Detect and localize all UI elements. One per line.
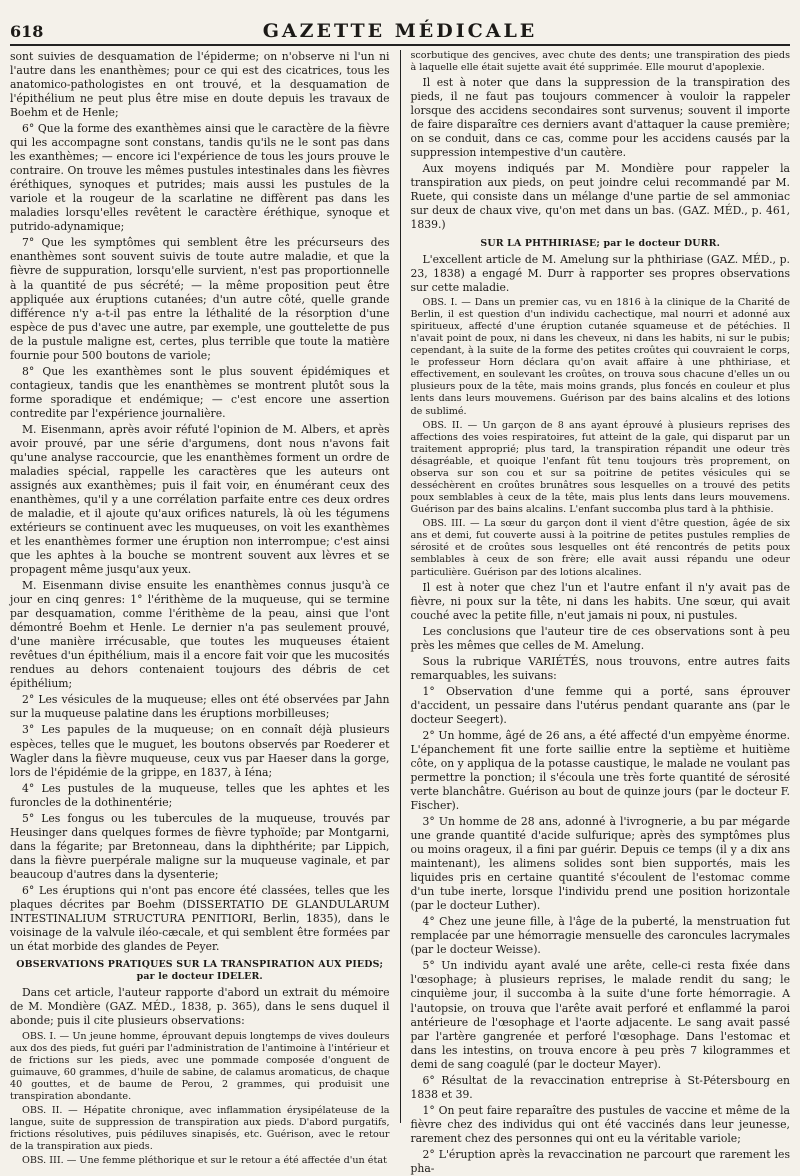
text-columns — [10, 50, 790, 1175]
section-title: OBSERVATIONS PRATIQUES SUR LA TRANSPIRATION AUX PIEDS; par le docteur IDELER. — [16, 958, 384, 983]
paragraph: M. Eisenmann, après avoir réfuté l'opinion de M. Albers, et après avoir prouvé, par une série d'argumens, dont nous n'avons fait qu'une analyse raccourcie, que les enanthèmes forment un ordre de maladies spécial, rappelle les caractères que les auteurs ont assignés aux exanthèmes; puis il fait voir, en énumérant ceux des enanthèmes, qu'il y a une corrélation parfaite entre ces deux ordres de maladie, et il ajoute qu'aux orifices naturels, là où les tégumens extérieurs se continuent avec les muqueuses, on voit les exanthèmes et les enanthèmes former une éruption non interrompue; c'est ainsi que les aphtes à la bouche se montrent souvent aux lèvres et se propagent même jusqu'aux yeux. — [10, 422, 390, 577]
paragraph: Dans cet article, l'auteur rapporte d'abord un extrait du mémoire de M. Mondière (GAZ. MÉD., 1838, p. 365), dans le sens duquel il abonde; puis il cite plusieurs observations: — [10, 986, 390, 1028]
paragraph: 1° On peut faire reparaître des pustules de vaccine et même de la fièvre chez des individus qui ont été vaccinés dans leur jeunesse, rarement chez des personnes qui ont eu la véritable variole; — [410, 1103, 790, 1145]
left-column — [10, 50, 390, 1167]
paragraph: 5° Les fongus ou les tubercules de la muqueuse, trouvés par Heusinger dans quelques formes de fièvre typhoïde; par Montgarni, dans la fégarite; par Bretonneau, dans la diphthérite; par Lippich, dans la fièvre puerpérale maligne sur la muqueuse vaginale, et par beaucoup d'autres dans la dysenterie; — [10, 811, 390, 881]
paragraph: Sous la rubrique VARIÉTÉS, nous trouvons, entre autres faits remarquables, les suivans: — [410, 654, 790, 682]
observation: OBS. III. — Une femme pléthorique et sur le retour a été affectée d'un état — [22, 1155, 387, 1167]
paragraph: Les conclusions que l'auteur tire de ces observations sont à peu près les mêmes que celles de M. Amelung. — [410, 624, 790, 652]
paragraph: Aux moyens indiqués par M. Mondière pour rappeler la transpiration aux pieds, on peut joindre celui recommandé par M. Ruete, qui consiste dans un mélange d'une partie de sel ammoniac sur deux de chaux vive, qu'on met dans un bas. (GAZ. MÉD., p. 461, 1839.) — [410, 162, 790, 232]
paragraph: 4° Les pustules de la muqueuse, telles que les aphtes et les furoncles de la dothinentérie; — [10, 781, 390, 809]
paragraph: 8° Que les exanthèmes sont le plus souvent épidémiques et contagieux, tandis que les enanthèmes se montrent plutôt sous la forme sporadique et endémique; — c'est encore une assertion contredite par l'expérience journalière. — [10, 364, 390, 420]
paragraph: Il est à noter que dans la suppression de la transpiration des pieds, il ne faut pas toujours commencer à vouloir la rappeler lorsque des accidens secondaires sont survenus; souvent il importe de faire disparaître ces derniers avant d'attaquer la cause première; on se conduit, dans ce cas, comme pour les accidens causés par la suppression intempestive d'un cautère. — [410, 76, 790, 160]
page-number: 618 — [10, 21, 44, 41]
journal-title: GAZETTE MÉDICALE — [262, 20, 538, 42]
paragraph: 6° Que la forme des exanthèmes ainsi que le caractère de la fièvre qui les accompagne sont constans, tandis qu'ils ne le sont pas dans les exanthèmes; — encore ici l'expérience de tous les jours prouve le contraire. On trouve les mêmes pustules intestinales dans les fièvres éréthiques, synoques et putrides; mais aussi les pustules de la variole et la rougeur de la scarlatine ne diffèrent pas dans les maladies lorsqu'elles revêtent le caractère éréthique, synoque et putrido-adynamique; — [10, 122, 390, 234]
section-title: SUR LA PHTHIRIASE; par le docteur DURR. — [480, 237, 721, 249]
paragraph: 2° L'éruption après la revaccination ne parcourt que rarement les pha- — [410, 1147, 790, 1175]
paragraph: 5° Un individu ayant avalé une arête, celle-ci resta fixée dans l'œsophage; à plusieurs reprises, le malade rendit du sang; le cinquième jour, il succomba à la suite d'une forte hémorragie. A l'autopsie, on trouva que l'arête avait perforé et enflammé la paroi antérieure de l'œsophage et l'aorte adjacente. Le sang avait passé par l'artère gangrenée et perforé l'œsophage. Dans l'estomac et dans les intestins, on trouva encore à peu près 7 kilogrammes et demi de sang coagulé (par le docteur Mayer). — [410, 959, 790, 1071]
right-column — [410, 50, 791, 1175]
paragraph: M. Eisenmann divise ensuite les enanthèmes connus jusqu'à ce jour en cinq genres: 1° l'érithème de la muqueuse, qui se termine par desquamation, comme l'érithème de la peau, ainsi que l'ont démontré Boehm et Henle. Le dernier n'a pas seulement prouvé, d'une manière irrécusable, que toutes les muqueuses étaient revêtues d'un épithélium, mais il a encore fait voir que les mucosités rendues au dehors contenaient toujours des débris de cet épithélium; — [10, 579, 390, 691]
observation: OBS. III. — La sœur du garçon dont il vient d'être question, âgée de six ans et demi, fut couverte aussi à la poitrine de petites pustules remplies de sérosité et de croûtes sous lesquelles ont été rencontrés de petits poux semblables à ceux de son frère; elle avait aussi répandu une odeur particulière. Guérison par des lotions alcalines. — [410, 518, 790, 578]
paragraph: 6° Les éruptions qui n'ont pas encore été classées, telles que les plaques décrites par Boehm (DISSERTATIO DE GLANDULARUM INTESTINALIUM STRUCTURA PENITIORI, Berlin, 1835), dans le voisinage de la valvule iléo-cæcale, et qui semblent être formées par un état morbide des glandes de Peyer. — [10, 883, 390, 953]
paragraph: 3° Les papules de la muqueuse; on en connaît déjà plusieurs espèces, telles que le muguet, les boutons observés par Roederer et Wagler dans la fièvre muqueuse, ceux vus par Haeser dans la gorge, lors de l'épidémie de la grippe, en 1837, à Iéna; — [10, 723, 390, 779]
paragraph: Il est à noter que chez l'un et l'autre enfant il n'y avait pas de fièvre, ni poux sur la tête, ni dans les habits. Une sœur, qui avait couché avec la petite fille, n'eut jamais ni poux, ni pustules. — [410, 580, 790, 622]
paragraph: 2° Un homme, âgé de 26 ans, a été affecté d'un empyème énorme. L'épanchement fit une forte saillie entre la septième et huitième côte, on y appliqua de la potasse caustique, le malade ne voulant pas permettre la ponction; il s'écoula une très forte quantité de sérosité verte blanchâtre. Guérison au bout de quinze jours (par le docteur F. Fischer). — [410, 728, 790, 813]
observation: scorbutique des gencives, avec chute des dents; une transpiration des pieds à laquelle elle était sujette avait été supprimée. Elle mourut d'apoplexie. — [410, 50, 790, 74]
page-header — [10, 18, 790, 46]
paragraph: 7° Que les symptômes qui semblent être les précurseurs des enanthèmes sont souvent suivis de toute autre maladie, et que la fièvre de suppuration, lorsqu'elle survient, n'est pas proportionnelle à la quantité de pus sécrété; — la même proposition peut être appliquée aux éruptions cutanées; d'un autre côté, quelle grande différence n'y a-t-il pas entre la léthalité de la résorption d'une espèce de pus d'avec une autre, par exemple, une gouttelette de pus de la pustule maligne est, certes, plus terrible que toute la matière fournie pour 500 boutons de variole; — [10, 236, 390, 362]
paragraph: 2° Les vésicules de la muqueuse; elles ont été observées par Jahn sur la muqueuse palatine dans les éruptions morbilleuses; — [10, 693, 390, 721]
paragraph: 3° Un homme de 28 ans, adonné à l'ivrognerie, a bu par mégarde une grande quantité d'acide sulfurique; après des symptômes plus ou moins orageux, il a fini par guérir. Depuis ce temps (il y a dix ans maintenant), les alimens solides sont bien supportés, mais les liquides pris en certaine quantité s'écoulent de l'estomac comme d'un tube inerte, lorsque l'individu prend une position horizontale (par le docteur Luther). — [410, 815, 790, 913]
paragraph: sont suivies de desquamation de l'épiderme; on n'observe ni l'un ni l'autre dans les enanthèmes; pour ce qui est des cicatrices, tous les anatomico-pathologistes en ont trouvé, et la desquamation de l'épithélium ne peut plus être mise en doute depuis les travaux de Boehm et de Henle; — [10, 50, 390, 120]
column-divider — [400, 50, 401, 1123]
paragraph: L'excellent article de M. Amelung sur la phthiriase (GAZ. MÉD., p. 23, 1838) a engagé M. Durr à rapporter ses propres observations sur cette maladie. — [410, 252, 790, 294]
observation: OBS. II. — Hépatite chronique, avec inflammation érysipélateuse de la langue, suite de suppression de transpiration aux pieds. D'abord purgatifs, frictions résolutives, puis pédiluves sinapisés, etc. Guérison, avec le retour de la transpiration aux pieds. — [10, 1104, 390, 1153]
observation: OBS. I. — Un jeune homme, éprouvant depuis longtemps de vives douleurs aux dos des pieds, fut guéri par l'administration de l'antimoine à l'intérieur et de frictions sur les pieds, avec une pommade composée d'onguent de guimauve, 60 grammes, d'huile de sabine, de calamus aromaticus, de chaque 40 gouttes, et de baume de Perou, 2 grammes, qui produisit une transpiration abondante. — [10, 1030, 390, 1102]
paragraph: 6° Résultat de la revaccination entreprise à St-Pétersbourg en 1838 et 39. — [410, 1073, 790, 1101]
paragraph: 1° Observation d'une femme qui a porté, sans éprouver d'accident, un pessaire dans l'utérus pendant quarante ans (par le docteur Seegert). — [410, 684, 790, 726]
observation: OBS. I. — Dans un premier cas, vu en 1816 à la clinique de la Charité de Berlin, il est question d'un individu cachectique, mal nourri et adonné aux spiritueux, affecté d'une éruption cutanée squameuse et de pétéchies. Il n'avait point de poux, ni dans les cheveux, ni dans les habits, ni sur le pubis; cependant, à la suite de la forme des petites croûtes qui couvraient le corps, le professeur Horn déclara qu'on avait affaire à une phthiriase, et effectivement, en soulevant les croûtes, on trouva sous chacune d'elles un ou plusieurs poux de la tête, mais moins grands, plus foncés en couleur et plus lents dans leurs mouvemens. Guérison par des bains alcalins et des lotions de sublimé. — [410, 296, 790, 417]
paragraph: 4° Chez une jeune fille, à l'âge de la puberté, la menstruation fut remplacée par une hémorragie mensuelle des caroncules lacrymales (par le docteur Weisse). — [410, 915, 790, 957]
observation: OBS. II. — Un garçon de 8 ans ayant éprouvé à plusieurs reprises des affections des voies respiratoires, fut atteint de la gale, qui disparut par un traitement approprié; plus tard, la transpiration répandit une odeur très désagréable, et quoique l'enfant fût tenu toujours très proprement, on observa sur son cou et sur sa poitrine de petites vésicules qui se desséchèrent en croûtes brunâtres sous lesquelles on a trouvé des petits poux semblables à ceux de la tête, mais plus lents dans leurs mouvemens. Guérison par des bains alcalins. L'enfant succomba plus tard à la phthisie. — [410, 419, 790, 516]
